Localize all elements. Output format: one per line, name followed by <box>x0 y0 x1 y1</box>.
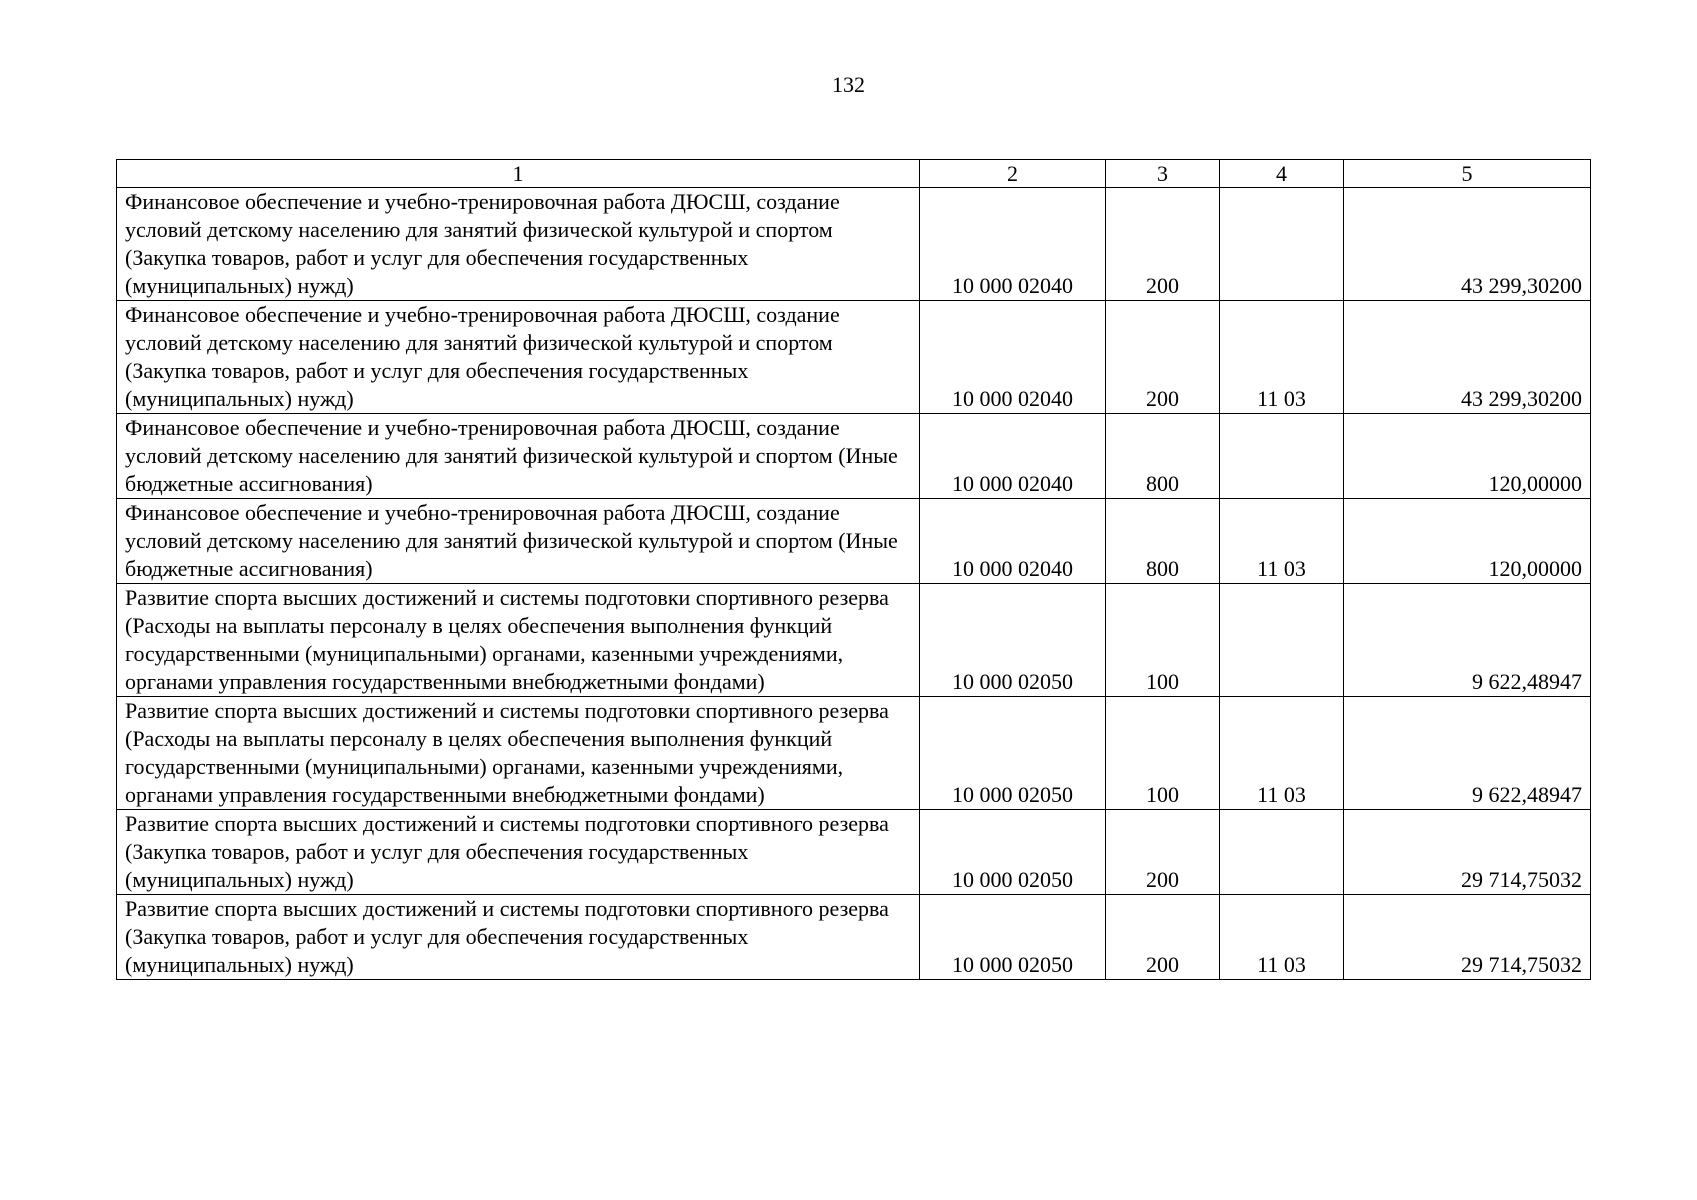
row-amount: 29 714,75032 <box>1344 895 1591 980</box>
row-section: 11 03 <box>1220 895 1344 980</box>
row-description: Развитие спорта высших достижений и системы подготовки спортивного резерва (Закупка товаров, работ и услуг для обеспечения государственных (муниципальных) нужд) <box>117 895 920 980</box>
header-col-2: 2 <box>920 160 1106 188</box>
row-target-code: 10 000 02040 <box>920 499 1106 584</box>
row-target-code: 10 000 02050 <box>920 895 1106 980</box>
page-number: 132 <box>832 72 865 97</box>
row-description: Развитие спорта высших достижений и системы подготовки спортивного резерва (Закупка товаров, работ и услуг для обеспечения государственных (муниципальных) нужд) <box>117 810 920 895</box>
header-col-3: 3 <box>1106 160 1220 188</box>
row-description: Развитие спорта высших достижений и системы подготовки спортивного резерва (Расходы на выплаты персоналу в целях обеспечения выполнения функций государственными (муниципальными) органами, казенными учреждениями, органами управления государственными внебюджетными фондами) <box>117 697 920 810</box>
row-amount: 29 714,75032 <box>1344 810 1591 895</box>
row-expense-type: 100 <box>1106 584 1220 697</box>
row-description: Финансовое обеспечение и учебно-тренировочная работа ДЮСШ, создание условий детскому населению для занятий физической культурой и спортом (Закупка товаров, работ и услуг для обеспечения государственных (муниципальных) нужд) <box>117 188 920 301</box>
row-target-code: 10 000 02040 <box>920 414 1106 499</box>
budget-table <box>116 159 1591 980</box>
row-section <box>1220 584 1344 697</box>
row-expense-type: 800 <box>1106 499 1220 584</box>
row-target-code: 10 000 02040 <box>920 301 1106 414</box>
row-description: Финансовое обеспечение и учебно-тренировочная работа ДЮСШ, создание условий детскому населению для занятий физической культурой и спортом (Иные бюджетные ассигнования) <box>117 499 920 584</box>
header-col-1: 1 <box>117 160 920 188</box>
row-section: 11 03 <box>1220 499 1344 584</box>
row-section <box>1220 414 1344 499</box>
row-description: Финансовое обеспечение и учебно-тренировочная работа ДЮСШ, создание условий детскому населению для занятий физической культурой и спортом (Иные бюджетные ассигнования) <box>117 414 920 499</box>
row-expense-type: 800 <box>1106 414 1220 499</box>
table-header-row <box>117 160 1591 188</box>
row-amount: 9 622,48947 <box>1344 697 1591 810</box>
table-row <box>117 414 1591 499</box>
row-target-code: 10 000 02050 <box>920 584 1106 697</box>
row-description: Развитие спорта высших достижений и системы подготовки спортивного резерва (Расходы на выплаты персоналу в целях обеспечения выполнения функций государственными (муниципальными) органами, казенными учреждениями, органами управления государственными внебюджетными фондами) <box>117 584 920 697</box>
row-target-code: 10 000 02050 <box>920 810 1106 895</box>
row-section <box>1220 810 1344 895</box>
table-row <box>117 188 1591 301</box>
table-row <box>117 895 1591 980</box>
row-expense-type: 200 <box>1106 810 1220 895</box>
row-expense-type: 200 <box>1106 895 1220 980</box>
row-section: 11 03 <box>1220 301 1344 414</box>
row-amount: 43 299,30200 <box>1344 188 1591 301</box>
row-target-code: 10 000 02050 <box>920 697 1106 810</box>
row-amount: 9 622,48947 <box>1344 584 1591 697</box>
row-section: 11 03 <box>1220 697 1344 810</box>
table-row <box>117 301 1591 414</box>
table-row <box>117 697 1591 810</box>
table-row <box>117 584 1591 697</box>
row-amount: 120,00000 <box>1344 499 1591 584</box>
row-section <box>1220 188 1344 301</box>
row-expense-type: 100 <box>1106 697 1220 810</box>
header-col-5: 5 <box>1344 160 1591 188</box>
header-col-4: 4 <box>1220 160 1344 188</box>
row-expense-type: 200 <box>1106 188 1220 301</box>
row-description: Финансовое обеспечение и учебно-тренировочная работа ДЮСШ, создание условий детскому населению для занятий физической культурой и спортом (Закупка товаров, работ и услуг для обеспечения государственных (муниципальных) нужд) <box>117 301 920 414</box>
table-row <box>117 499 1591 584</box>
table-row <box>117 810 1591 895</box>
row-target-code: 10 000 02040 <box>920 188 1106 301</box>
row-expense-type: 200 <box>1106 301 1220 414</box>
row-amount: 43 299,30200 <box>1344 301 1591 414</box>
row-amount: 120,00000 <box>1344 414 1591 499</box>
